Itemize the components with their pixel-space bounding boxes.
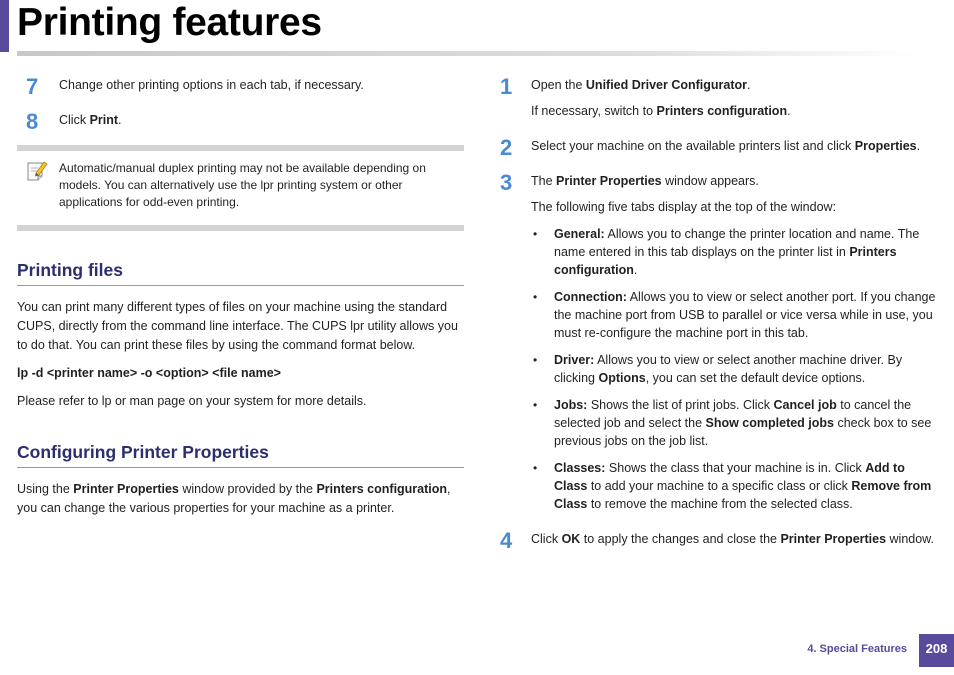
step-number: 4 [500, 528, 513, 553]
list-item: • General: Allows you to change the printer location and name. The name entered in this tab displays on the printer list in Printers configuration. [531, 225, 940, 279]
page-title: Printing features [17, 1, 322, 44]
section-heading: Configuring Printer Properties [17, 443, 464, 468]
step-3 [500, 172, 940, 513]
step-4 [500, 528, 940, 553]
paragraph: Using the Printer Properties window provided by the Printers configuration, you can change the various properties for your machine as a printer. [17, 482, 451, 515]
step-number: 2 [500, 135, 513, 160]
step-number: 1 [500, 74, 513, 99]
note-box [17, 145, 464, 231]
title-rule [17, 51, 915, 56]
step-8 [17, 109, 464, 134]
list-item: • Driver: Allows you to view or select another machine driver. By clicking Options, you can set the default device options. [531, 351, 940, 387]
right-column [500, 74, 940, 553]
step-text: Select your machine on the available printers list and click Properties. [531, 139, 921, 153]
step-number: 8 [26, 109, 39, 134]
step-7 [17, 74, 464, 99]
step-text: The Printer Properties window appears. [531, 174, 759, 188]
step-2 [500, 135, 940, 160]
list-item: • Connection: Allows you to view or select another port. If you change the machine port from USB to parallel or vice versa while in use, you must re-configure the machine port in this tab. [531, 288, 940, 342]
list-item: • Jobs: Shows the list of print jobs. Click Cancel job to cancel the selected job and select the Show completed jobs check box to see previous jobs on the job list. [531, 396, 940, 450]
step-1 [500, 76, 940, 120]
step-text: Open the Unified Driver Configurator. [531, 78, 751, 92]
page-number: 208 [919, 634, 954, 667]
list-item: • Classes: Shows the class that your machine is in. Click Add to Class to add your machine to a specific class or click Remove from Class to remove the machine from the selected class. [531, 459, 940, 513]
tab-list [531, 225, 940, 513]
section-printing-files [17, 261, 464, 410]
left-column [17, 76, 464, 518]
step-number: 3 [500, 170, 513, 195]
step-text: Click OK to apply the changes and close the Printer Properties window. [531, 532, 934, 546]
step-subtext: The following five tabs display at the top of the window: [531, 200, 837, 214]
step-subtext: If necessary, switch to Printers configuration. [531, 104, 791, 118]
paragraph: You can print many different types of files on your machine using the standard CUPS, directly from the command line interface. The CUPS lpr utility allows you to do that. You can print these files by using the command format below. [17, 300, 458, 352]
note-text: Automatic/manual duplex printing may not be available depending on models. You can alternatively use the lpr printing system or other applications for odd-even printing. [59, 161, 426, 209]
header-accent-bar [0, 0, 9, 52]
command-text: lp -d <printer name> -o <option> <file name> [17, 366, 281, 380]
step-text: Click Print. [59, 113, 122, 127]
step-text: Change other printing options in each tab, if necessary. [59, 78, 364, 92]
paragraph: Please refer to lp or man page on your system for more details. [17, 394, 367, 408]
note-pencil-icon [25, 159, 49, 183]
section-heading: Printing files [17, 261, 464, 286]
step-number: 7 [26, 74, 39, 99]
footer-section-label: 4. Special Features [807, 643, 907, 655]
section-configuring [17, 443, 464, 518]
